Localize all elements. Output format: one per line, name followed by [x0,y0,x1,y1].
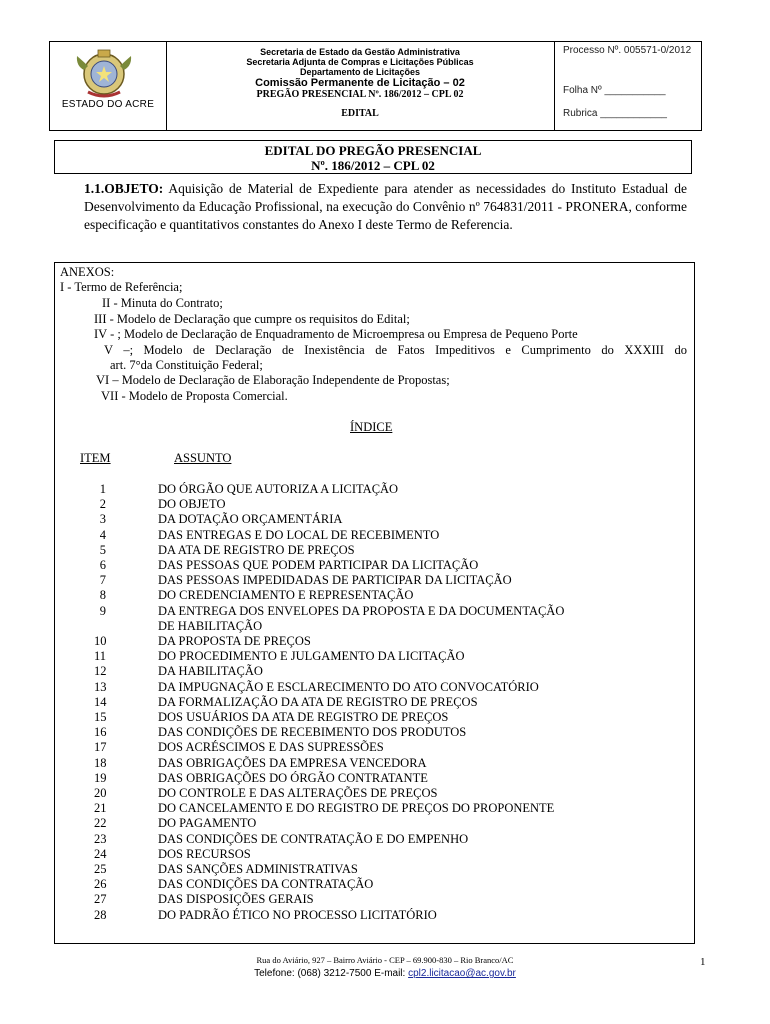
anexo-item-3: III - Modelo de Declaração que cumpre os requisitos do Edital; [94,312,410,326]
indice-item-subject: DA DOTAÇÃO ORÇAMENTÁRIA [158,512,343,527]
indice-item-number: 28 [94,907,107,922]
rubrica-field: Rubrica ____________ [563,108,667,119]
indice-item-subject: DA PROPOSTA DE PREÇOS [158,634,311,648]
indice-item-number: 19 [94,770,107,785]
indice-item-number: 20 [94,786,107,800]
header-agency-cell [167,42,553,130]
indice-item-number: 17 [94,740,107,755]
state-name: ESTADO DO ACRE [61,99,155,110]
indice-item-number: 26 [94,877,107,892]
indice-item-number: 22 [94,816,107,831]
indice-item-subject: DO OBJETO [158,497,226,512]
footer-phone: Telefone: (068) 3212-7500 E-mail: [254,968,409,979]
document-header [49,41,702,131]
indice-item-subject: DAS OBRIGAÇÕES DA EMPRESA VENCEDORA [158,755,427,770]
indice-item-subject: DA IMPUGNAÇÃO E ESCLARECIMENTO DO ATO CONVOCATÓRIO [158,679,539,694]
indice-item-subject: DOS USUÁRIOS DA ATA DE REGISTRO DE PREÇOS [158,710,449,724]
edital-title-line-2: Nº. 186/2012 – CPL 02 [311,158,435,173]
indice-item-number: 13 [94,679,107,694]
indice-item-subject: DO ÓRGÃO QUE AUTORIZA A LICITAÇÃO [158,482,399,496]
anexo-item-5: V –; Modelo de Declaração de Inexistência de Fatos Impeditivos e Cumprimento do XXXIII do [104,343,687,357]
indice-item-subject: DA ENTREGA DOS ENVELOPES DA PROPOSTA E DA DOCUMENTAÇÃO [158,603,565,618]
anexo-item-7: VII - Modelo de Proposta Comercial. [101,389,288,403]
agency-line-3: Departamento de Licitações [299,67,421,77]
folha-field: Folha Nº ___________ [563,85,666,96]
indice-item-subject-cont: DE HABILITAÇÃO [158,618,263,633]
edital-title-line-1: EDITAL DO PREGÃO PRESENCIAL [264,143,482,158]
indice-item-subject: DAS OBRIGAÇÕES DO ÓRGÃO CONTRATANTE [158,770,428,785]
objeto-paragraph [84,180,687,234]
indice-item-number: 9 [99,603,106,618]
indice-item-subject: DOS ACRÉSCIMOS E DAS SUPRESSÕES [158,740,384,755]
indice-item-subject: DO PADRÃO ÉTICO NO PROCESSO LICITATÓRIO [158,907,437,922]
indice-col-item: ITEM [80,451,111,465]
indice-item-subject: DO PROCEDIMENTO E JULGAMENTO DA LICITAÇÃO [158,649,465,664]
process-number: Processo Nº. 005571-0/2012 [563,45,692,56]
indice-item-number: 4 [99,527,106,542]
anexo-item-2: II - Minuta do Contrato; [102,296,223,310]
indice-item-number: 7 [99,573,106,588]
indice-item-number: 1 [99,482,106,496]
indice-item-subject: DAS CONDIÇÕES DE CONTRATAÇÃO E DO EMPENHO [158,831,469,846]
state-seal-icon [74,48,134,100]
indice-item-subject: DA FORMALIZAÇÃO DA ATA DE REGISTRO DE PREÇOS [158,694,478,709]
commission-line: Comissão Permanente de Licitação – 02 [255,77,465,89]
indice-item-number: 15 [94,710,107,724]
indice-item-subject: DO PAGAMENTO [158,816,257,831]
anexo-item-5-cont: art. 7°da Constituição Federal; [110,358,263,372]
indice-title: ÍNDICE [350,420,393,434]
objeto-label: 1.1.OBJETO: [84,181,164,196]
indice-item-number: 6 [99,558,106,572]
header-logo-cell [50,42,167,130]
agency-line-2: Secretaria Adjunta de Compras e Licitações Públicas [246,57,474,67]
indice-item-number: 27 [94,892,107,907]
edital-line: EDITAL [341,108,379,119]
anexo-item-1: I - Termo de Referência; [60,280,183,294]
indice-item-subject: DAS SANÇÕES ADMINISTRATIVAS [158,862,358,876]
indice-item-subject: DAS PESSOAS QUE PODEM PARTICIPAR DA LICITAÇÃO [158,558,479,572]
pregao-line: PREGÃO PRESENCIAL Nº. 186/2012 – CPL 02 [256,89,464,100]
header-process-cell [554,42,702,130]
indice-item-number: 10 [94,634,107,648]
indice-item-subject: DO CANCELAMENTO E DO REGISTRO DE PREÇOS DO PROPONENTE [158,801,555,816]
indice-item-number: 11 [94,649,107,664]
indice-item-number: 3 [99,512,106,527]
indice-item-number: 16 [94,725,107,740]
indice-item-number: 14 [94,694,107,709]
indice-item-subject: DAS PESSOAS IMPEDIDADAS DE PARTICIPAR DA LICITAÇÃO [158,573,512,588]
page-number: 1 [700,956,706,968]
indice-item-number: 18 [94,755,107,770]
indice-item-number: 25 [94,862,107,876]
indice-item-subject: DA HABILITAÇÃO [158,664,263,679]
indice-item-subject: DAS CONDIÇÕES DE RECEBIMENTO DOS PRODUTOS [158,725,467,740]
indice-item-number: 2 [99,497,106,512]
indice-item-number: 24 [94,846,107,861]
indice-item-subject: DAS DISPOSIÇÕES GERAIS [158,892,314,907]
footer-address: Rua do Aviário, 927 – Bairro Aviário - CEP – 69.900-830 – Rio Branco/AC [256,955,514,965]
indice-col-assunto: ASSUNTO [174,451,232,465]
indice-item-number: 5 [99,542,106,557]
indice-item-subject: DO CREDENCIAMENTO E REPRESENTAÇÃO [158,588,414,603]
anexos-heading: ANEXOS: [60,265,115,279]
indice-item-subject: DAS ENTREGAS E DO LOCAL DE RECEBIMENTO [158,527,440,542]
anexo-item-4: IV - ; Modelo de Declaração de Enquadramento de Microempresa ou Empresa de Pequeno Porte [94,327,578,341]
indice-item-number: 8 [99,588,106,603]
anexo-item-6: VI – Modelo de Declaração de Elaboração Independente de Propostas; [96,373,450,387]
indice-item-subject: DA ATA DE REGISTRO DE PREÇOS [158,542,355,557]
objeto-text: Aquisição de Material de Expediente para atender as necessidades do Instituto Estadual de Desenvolvimento da Educação Profissional, na execução do Convênio nº 764831/2011 - PRONERA, conforme especificação e quantitativos constantes do Anexo I deste Termo de Referencia. [84,181,687,232]
indice-item-number: 21 [94,801,107,816]
edital-title-box [54,140,692,174]
indice-item-subject: DAS CONDIÇÕES DA CONTRATAÇÃO [158,877,374,892]
indice-item-number: 23 [94,831,107,846]
indice-item-number: 12 [94,664,107,679]
footer-contact [0,968,770,979]
agency-line-1: Secretaria de Estado da Gestão Administrativa [260,47,460,57]
footer-email-link[interactable]: cpl2.licitacao@ac.gov.br [408,968,516,979]
indice-item-subject: DO CONTROLE E DAS ALTERAÇÕES DE PREÇOS [158,786,438,800]
indice-item-subject: DOS RECURSOS [158,846,251,861]
